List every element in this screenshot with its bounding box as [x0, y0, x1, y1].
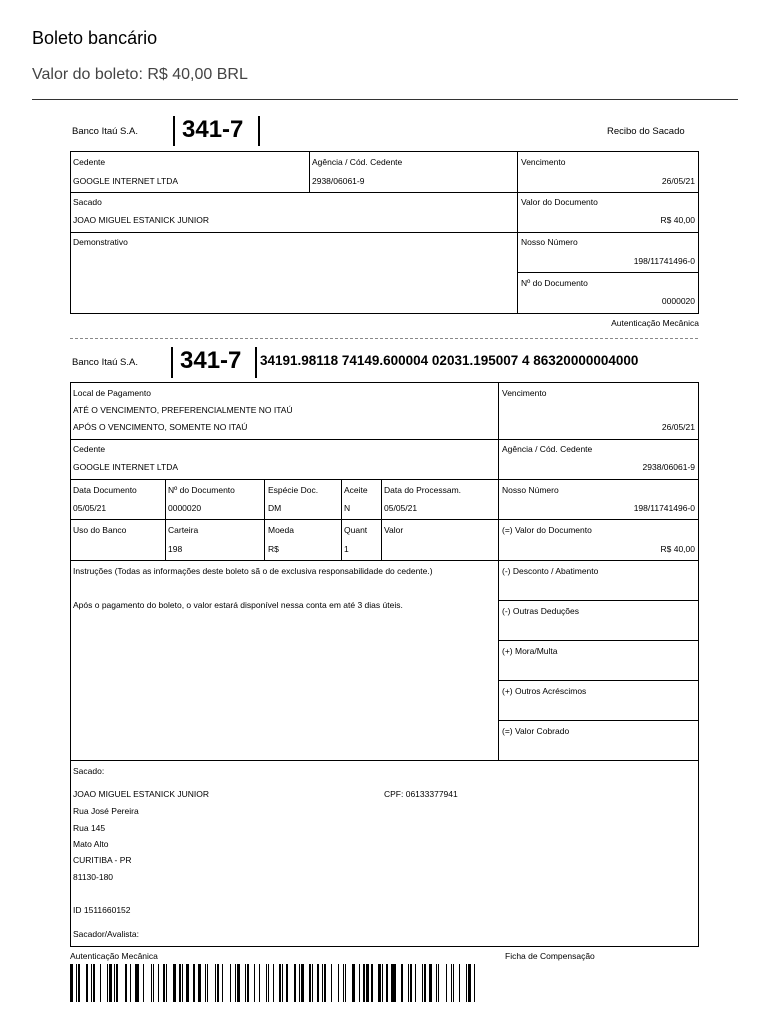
quant: 1 [344, 544, 349, 554]
barcode-bar [179, 964, 181, 1002]
barcode-bar [114, 964, 115, 1002]
slip-vencimento: 26/05/21 [661, 422, 695, 432]
barcode-bar [247, 964, 249, 1002]
barcode-bar [107, 964, 108, 1002]
barcode-bar [299, 964, 300, 1002]
receipt-autenticacao: Autenticação Mecânica [611, 318, 699, 328]
desconto-label: (-) Desconto / Abatimento [502, 566, 599, 576]
barcode-bar [408, 964, 409, 1002]
receipt-label: Recibo do Sacado [607, 126, 685, 137]
instrucoes-texto: Após o pagamento do boleto, o valor estará disponível nessa conta em até 3 dias úteis. [73, 600, 403, 610]
barcode-bar [331, 964, 332, 1002]
slip-code-separator [171, 347, 173, 378]
local-line-1: ATÉ O VENCIMENTO, PREFERENCIALMENTE NO ITAÚ [73, 405, 293, 415]
data-proc-label: Data do Processam. [384, 485, 462, 495]
row-divider [499, 680, 699, 681]
carteira-label: Carteira [168, 525, 199, 535]
col-divider [165, 479, 166, 560]
local-label: Local de Pagamento [73, 388, 151, 398]
cep: 81130-180 [73, 872, 114, 882]
barcode-bar [268, 964, 269, 1002]
col-divider [341, 479, 342, 560]
valor-label: Valor [384, 525, 404, 535]
barcode-bar [116, 964, 118, 1002]
slip-autenticacao: Autenticação Mecânica [70, 951, 158, 961]
barcode-bar [198, 964, 201, 1002]
endereco-2: Rua 145 [73, 823, 106, 833]
barcode-bar [366, 964, 369, 1002]
barcode-bar [279, 964, 281, 1002]
linha-digitavel: 34191.98118 74149.600004 02031.195007 4 86320000004000 [260, 353, 639, 368]
barcode-bar [317, 964, 319, 1002]
col-divider [498, 382, 499, 761]
slip-code-separator [255, 347, 257, 378]
barcode-bar [259, 964, 260, 1002]
barcode-bar [173, 964, 176, 1002]
barcode-bar [153, 964, 154, 1002]
slip-vencimento-label: Vencimento [502, 388, 547, 398]
barcode-bar [338, 964, 339, 1002]
barcode-bar [378, 964, 381, 1002]
barcode-bar [186, 964, 189, 1002]
barcode-bar [130, 964, 131, 1002]
row-divider [70, 232, 699, 233]
avalista-label: Sacador/Avalista: [73, 929, 139, 939]
page-title: Boleto bancário [32, 28, 158, 48]
receipt-num-doc-label: Nº do Documento [521, 278, 588, 288]
data-doc-label: Data Documento [73, 485, 137, 495]
barcode-bar [438, 964, 439, 1002]
barcode-bar [230, 964, 231, 1002]
barcode-bar [352, 964, 355, 1002]
cidade: CURITIBA - PR [73, 855, 132, 865]
barcode-bar [217, 964, 219, 1002]
barcode [70, 964, 478, 1002]
slip-cedente: GOOGLE INTERNET LTDA [73, 462, 179, 472]
barcode-bar [78, 964, 80, 1002]
barcode-bar [401, 964, 403, 1002]
barcode-bar [394, 964, 396, 1002]
receipt-valor-label: Valor do Documento [521, 197, 598, 207]
barcode-bar [207, 964, 208, 1002]
header-divider [32, 99, 738, 100]
receipt-agencia-label: Agência / Cód. Cedente [312, 157, 403, 167]
barcode-bar [474, 964, 475, 1002]
slip-cedente-label: Cedente [73, 444, 106, 454]
sacado-label: Sacado: [73, 766, 105, 776]
valor-doc-label: (=) Valor do Documento [502, 525, 592, 535]
barcode-bar [382, 964, 383, 1002]
barcode-bar [451, 964, 452, 1002]
receipt-nosso-numero-label: Nosso Número [521, 237, 578, 247]
slip-agencia: 2938/06061-9 [642, 462, 695, 472]
barcode-bar [135, 964, 138, 1002]
barcode-bar [345, 964, 346, 1002]
row-divider [499, 600, 699, 601]
sacado-id: ID 1511660152 [73, 905, 131, 915]
barcode-bar [273, 964, 274, 1002]
barcode-bar [143, 964, 144, 1002]
barcode-bar [309, 964, 311, 1002]
barcode-bar [446, 964, 447, 1002]
slip-agencia-label: Agência / Cód. Cedente [502, 444, 593, 454]
barcode-bar [301, 964, 304, 1002]
receipt-code-separator [258, 116, 260, 146]
barcode-bar [166, 964, 167, 1002]
barcode-bar [91, 964, 92, 1002]
barcode-bar [182, 964, 183, 1002]
num-doc-label: Nº do Documento [168, 485, 235, 495]
slip-nosso-numero-label: Nosso Número [502, 485, 559, 495]
barcode-bar [294, 964, 296, 1002]
barcode-bar [459, 964, 460, 1002]
row-divider [70, 192, 518, 193]
receipt-sacado-label: Sacado [73, 197, 102, 207]
row-divider [70, 760, 699, 761]
barcode-bar [466, 964, 467, 1002]
barcode-bar [386, 964, 388, 1002]
row-divider [499, 640, 699, 641]
sacado-cpf: CPF: 06133377941 [384, 789, 458, 799]
barcode-bar [215, 964, 216, 1002]
especie-doc-label: Espécie Doc. [268, 485, 319, 495]
col-divider [381, 479, 382, 560]
receipt-cedente: GOOGLE INTERNET LTDA [73, 176, 179, 186]
barcode-bar [422, 964, 423, 1002]
barcode-bar [86, 964, 88, 1002]
barcode-bar [324, 964, 326, 1002]
quant-label: Quant [344, 525, 368, 535]
barcode-bar [163, 964, 165, 1002]
moeda-label: Moeda [268, 525, 294, 535]
num-doc: 0000020 [168, 503, 202, 513]
barcode-bar [371, 964, 373, 1002]
receipt-bank-name: Banco Itaú S.A. [72, 126, 139, 137]
carteira: 198 [168, 544, 183, 554]
barcode-bar [237, 964, 240, 1002]
sacado-nome: JOAO MIGUEL ESTANICK JUNIOR [73, 789, 210, 799]
receipt-vencimento: 26/05/21 [661, 176, 695, 186]
row-divider [70, 439, 699, 440]
aceite-label: Aceite [344, 485, 368, 495]
receipt-cedente-label: Cedente [73, 157, 106, 167]
ficha-label: Ficha de Compensação [505, 951, 595, 961]
row-divider [518, 272, 699, 273]
receipt-nosso-numero: 198/11741496-0 [633, 256, 695, 266]
endereco-3: Mato Alto [73, 839, 109, 849]
slip-bank-name: Banco Itaú S.A. [72, 357, 139, 368]
barcode-bar [436, 964, 437, 1002]
barcode-bar [424, 964, 426, 1002]
cobrado-label: (=) Valor Cobrado [502, 726, 570, 736]
col-divider [264, 479, 265, 560]
deducoes-label: (-) Outras Deduções [502, 606, 579, 616]
col-divider [517, 151, 518, 314]
uso-banco-label: Uso do Banco [73, 525, 127, 535]
receipt-bank-code: 341-7 [182, 116, 244, 143]
barcode-bar [363, 964, 365, 1002]
receipt-num-doc: 0000020 [661, 296, 695, 306]
slip-bank-code: 341-7 [180, 347, 242, 374]
receipt-demonstrativo-label: Demonstrativo [73, 237, 128, 247]
barcode-bar [70, 964, 73, 1002]
col-divider [309, 151, 310, 192]
barcode-bar [359, 964, 360, 1002]
row-divider [499, 720, 699, 721]
barcode-bar [245, 964, 246, 1002]
barcode-bar [286, 964, 288, 1002]
data-doc: 05/05/21 [73, 503, 107, 513]
barcode-bar [282, 964, 283, 1002]
barcode-bar [93, 964, 95, 1002]
barcode-bar [312, 964, 313, 1002]
barcode-bar [391, 964, 394, 1002]
receipt-vencimento-label: Vencimento [521, 157, 566, 167]
barcode-bar [343, 964, 344, 1002]
barcode-bar [76, 964, 77, 1002]
barcode-bar [322, 964, 323, 1002]
row-divider [70, 560, 699, 561]
barcode-bar [193, 964, 195, 1002]
row-divider [518, 192, 699, 193]
endereco-1: Rua José Pereira [73, 806, 139, 816]
local-line-2: APÓS O VENCIMENTO, SOMENTE NO ITAÚ [73, 422, 248, 432]
receipt-valor: R$ 40,00 [660, 215, 695, 225]
moeda: R$ [268, 544, 279, 554]
barcode-bar [222, 964, 223, 1002]
barcode-bar [100, 964, 101, 1002]
slip-nosso-numero: 198/11741496-0 [633, 503, 695, 513]
barcode-bar [266, 964, 267, 1002]
cut-line [70, 338, 698, 339]
barcode-bar [415, 964, 416, 1002]
receipt-code-separator [173, 116, 175, 146]
receipt-sacado: JOAO MIGUEL ESTANICK JUNIOR [73, 215, 210, 225]
barcode-bar [205, 964, 206, 1002]
barcode-bar [235, 964, 236, 1002]
barcode-bar [429, 964, 432, 1002]
data-proc: 05/05/21 [384, 503, 418, 513]
instrucoes-label: Instruções (Todas as informações deste boleto sã o de exclusiva responsabilidade do cedente.) [73, 566, 433, 576]
barcode-bar [158, 964, 159, 1002]
barcode-bar [138, 964, 139, 1002]
barcode-bar [109, 964, 112, 1002]
barcode-bar [254, 964, 255, 1002]
barcode-bar [151, 964, 152, 1002]
barcode-bar [453, 964, 454, 1002]
barcode-bar [468, 964, 471, 1002]
especie-doc: DM [268, 503, 282, 513]
valor-doc: R$ 40,00 [660, 544, 695, 554]
boleto-amount: Valor do boleto: R$ 40,00 BRL [32, 66, 248, 83]
acrescimos-label: (+) Outros Acréscimos [502, 686, 587, 696]
barcode-bar [410, 964, 412, 1002]
aceite: N [344, 503, 351, 513]
barcode-bar [125, 964, 127, 1002]
receipt-agencia: 2938/06061-9 [312, 176, 365, 186]
mora-label: (+) Mora/Multa [502, 646, 558, 656]
